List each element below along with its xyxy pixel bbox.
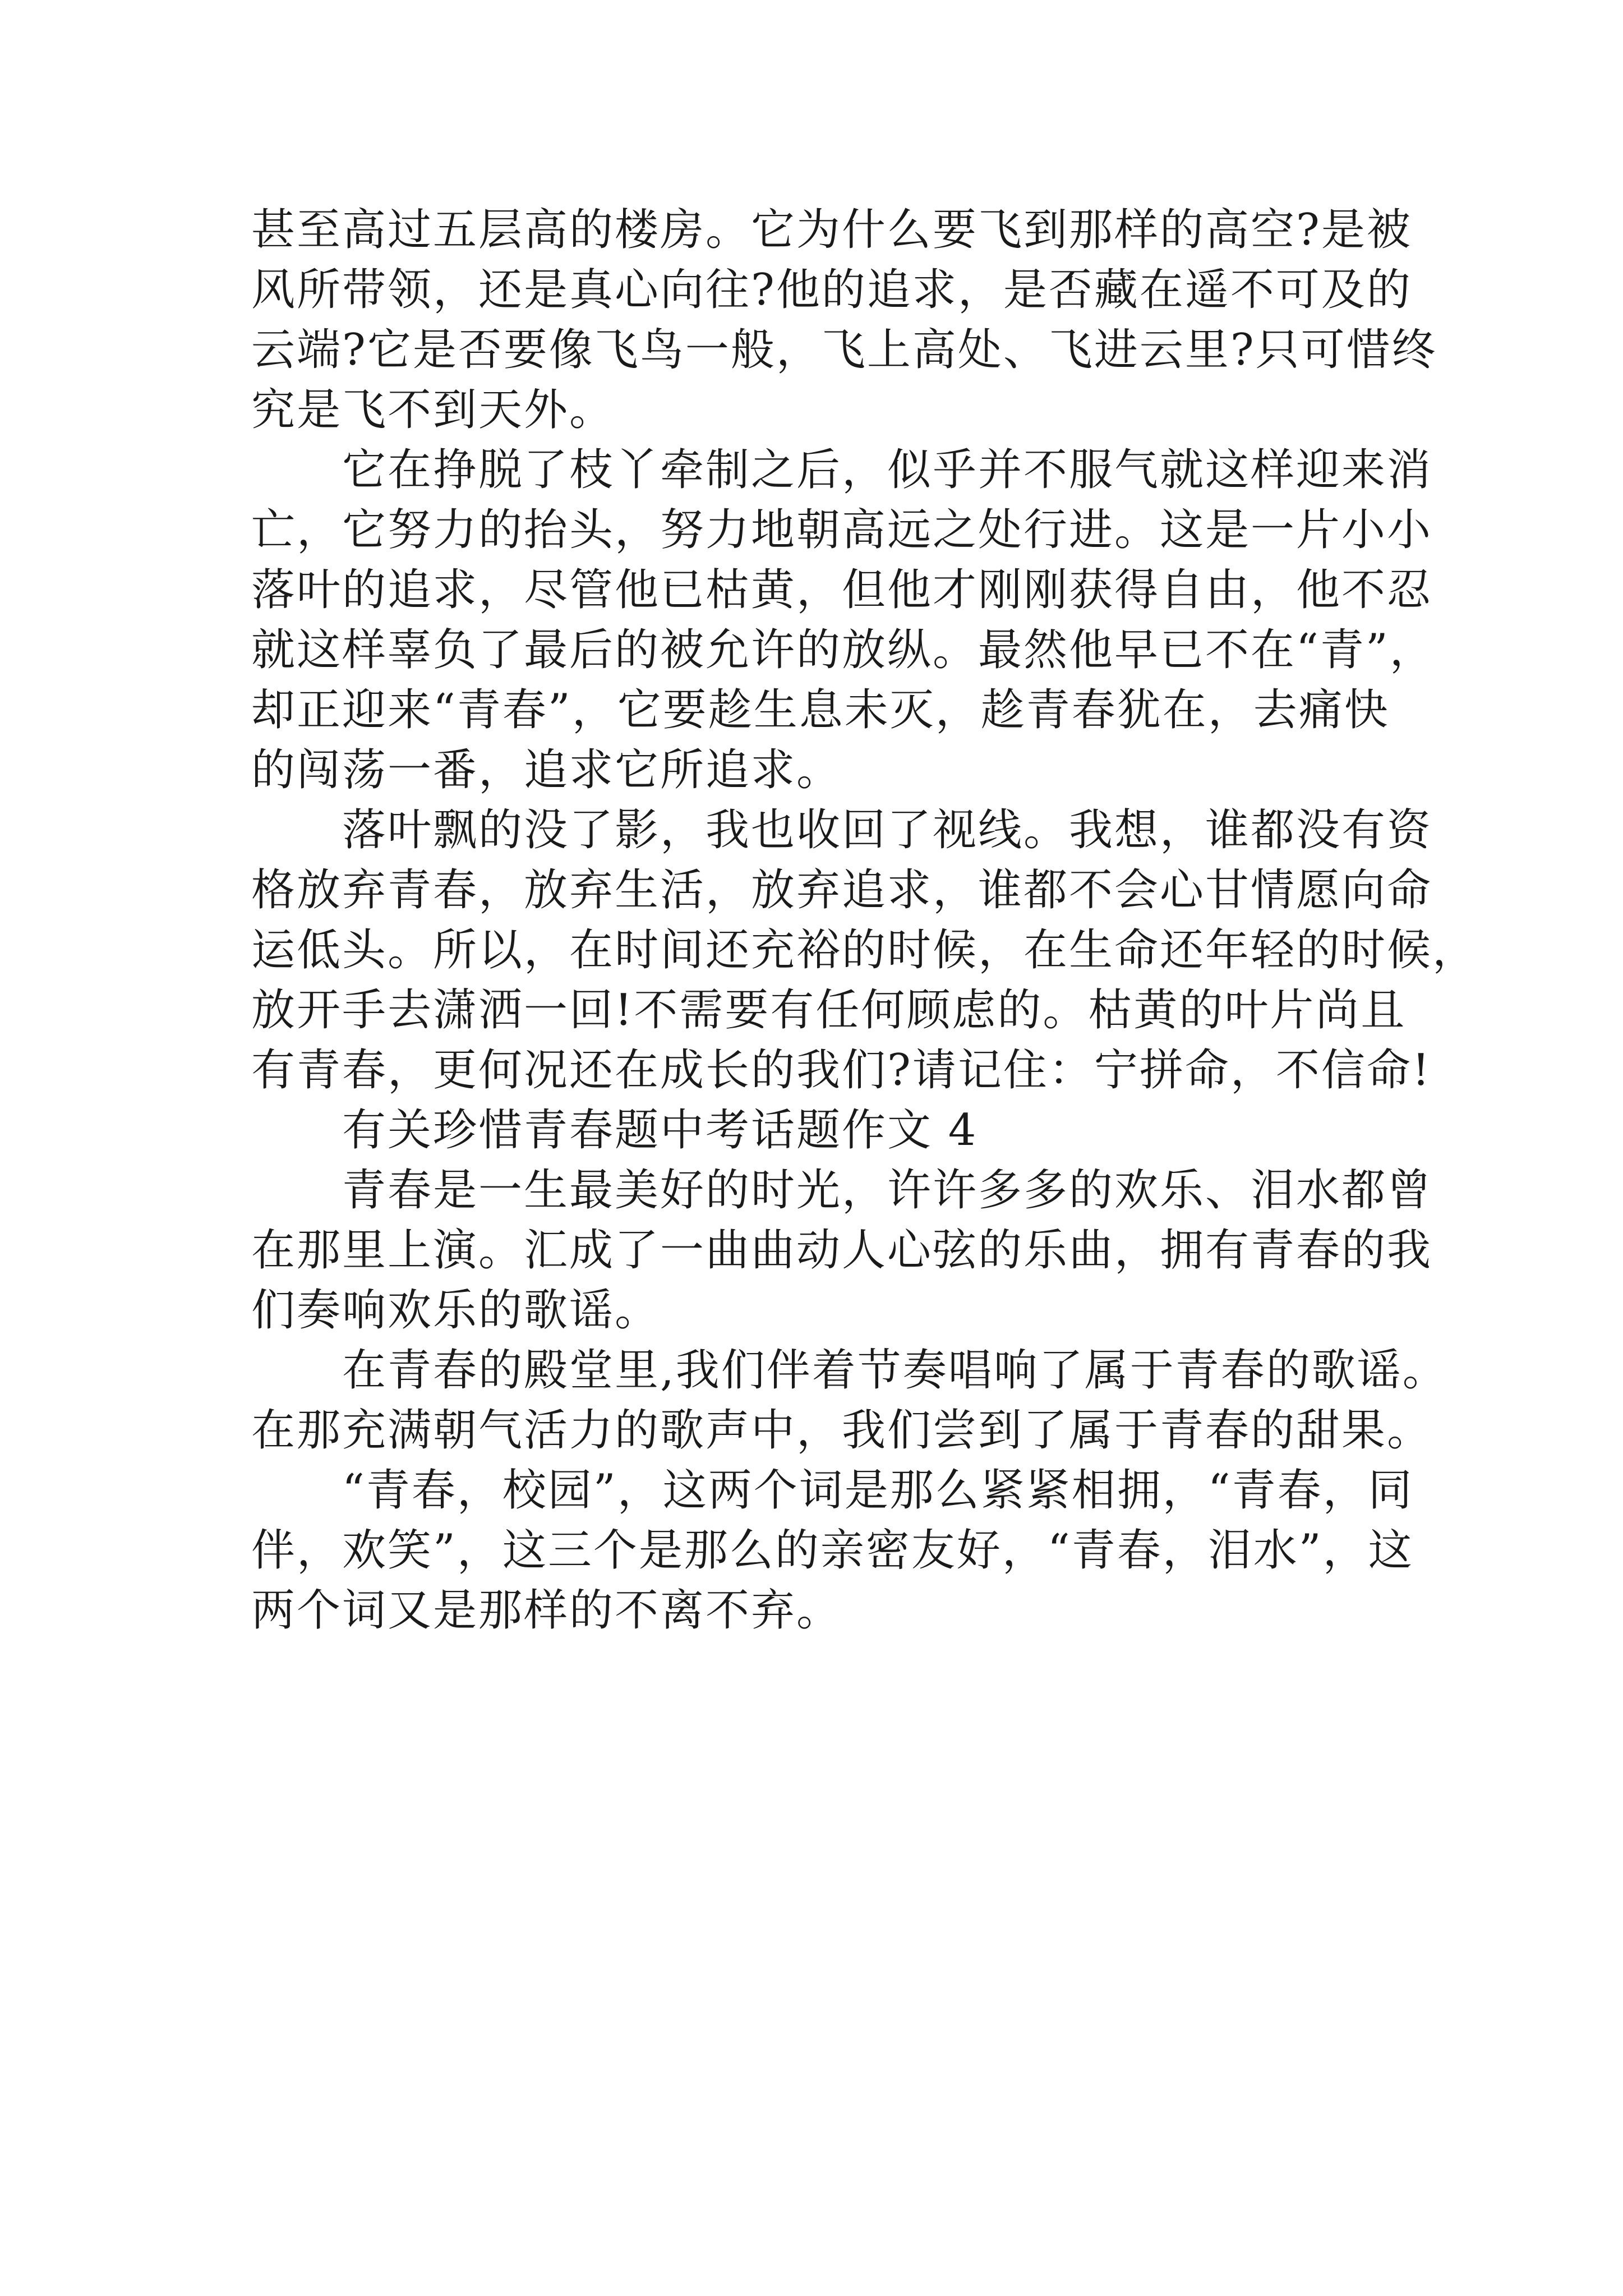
text-line: 青春是一生最美好的时光，许许多多的欢乐、泪水都曾 [251,1165,1433,1216]
text-line: 的闯荡一番，追求它所追求。 [251,745,842,795]
text-line: 放开手去潇洒一回!不需要有任何顾虑的。枯黄的叶片尚且 [251,985,1407,1036]
text-line: 格放弃青春，放弃生活，放弃追求，谁都不会心甘情愿向命 [251,865,1433,915]
text-line: 云端?它是否要像飞鸟一般，飞上高处、飞进云里?只可惜终 [251,325,1437,375]
section-heading: 有关珍惜青春题中考话题作文 4 [251,1105,978,1156]
text-line: 们奏响欢乐的歌谣。 [251,1285,661,1336]
text-line: 它在挣脱了枝丫牵制之后，似乎并不服气就这样迎来消 [251,445,1433,495]
text-line: 伴，欢笑”，这三个是那么的亲密友好，“青春，泪水”，这 [251,1525,1414,1576]
document-body [251,202,1478,1642]
text-line: 究是飞不到天外。 [251,385,615,435]
text-line: 亡，它努力的抬头，努力地朝高远之处行进。这是一片小小 [251,505,1433,555]
text-line: 落叶飘的没了影，我也收回了视线。我想，谁都没有资 [251,805,1433,855]
text-line: 风所带领，还是真心向往?他的追求，是否藏在遥不可及的 [251,265,1412,315]
text-line: 两个词又是那样的不离不弃。 [251,1585,842,1636]
text-line: 落叶的追求，尽管他已枯黄，但他才刚刚获得自由，他不忍 [251,565,1433,615]
text-line: 就这样辜负了最后的被允许的放纵。最然他早已不在“青”， [251,625,1435,675]
text-line: 有青春，更何况还在成长的我们?请记住：宁拼命，不信命! [251,1045,1432,1096]
text-line: 在那里上演。汇成了一曲曲动人心弦的乐曲，拥有青春的我 [251,1225,1433,1276]
text-line: 在那充满朝气活力的歌声中，我们尝到了属于青春的甜果。 [251,1405,1433,1456]
text-line: “青春，校园”，这两个词是那么紧紧相拥，“青春，同 [251,1465,1414,1516]
text-line: 在青春的殿堂里,我们伴着节奏唱响了属于青春的歌谣。 [251,1345,1448,1396]
text-line: 运低头。所以，在时间还充裕的时候，在生命还年轻的时候， [251,925,1478,976]
text-line: 甚至高过五层高的楼房。它为什么要飞到那样的高空?是被 [251,205,1412,255]
text-line: 却正迎来“青春”，它要趁生息未灭，趁青春犹在，去痛快 [251,685,1390,735]
